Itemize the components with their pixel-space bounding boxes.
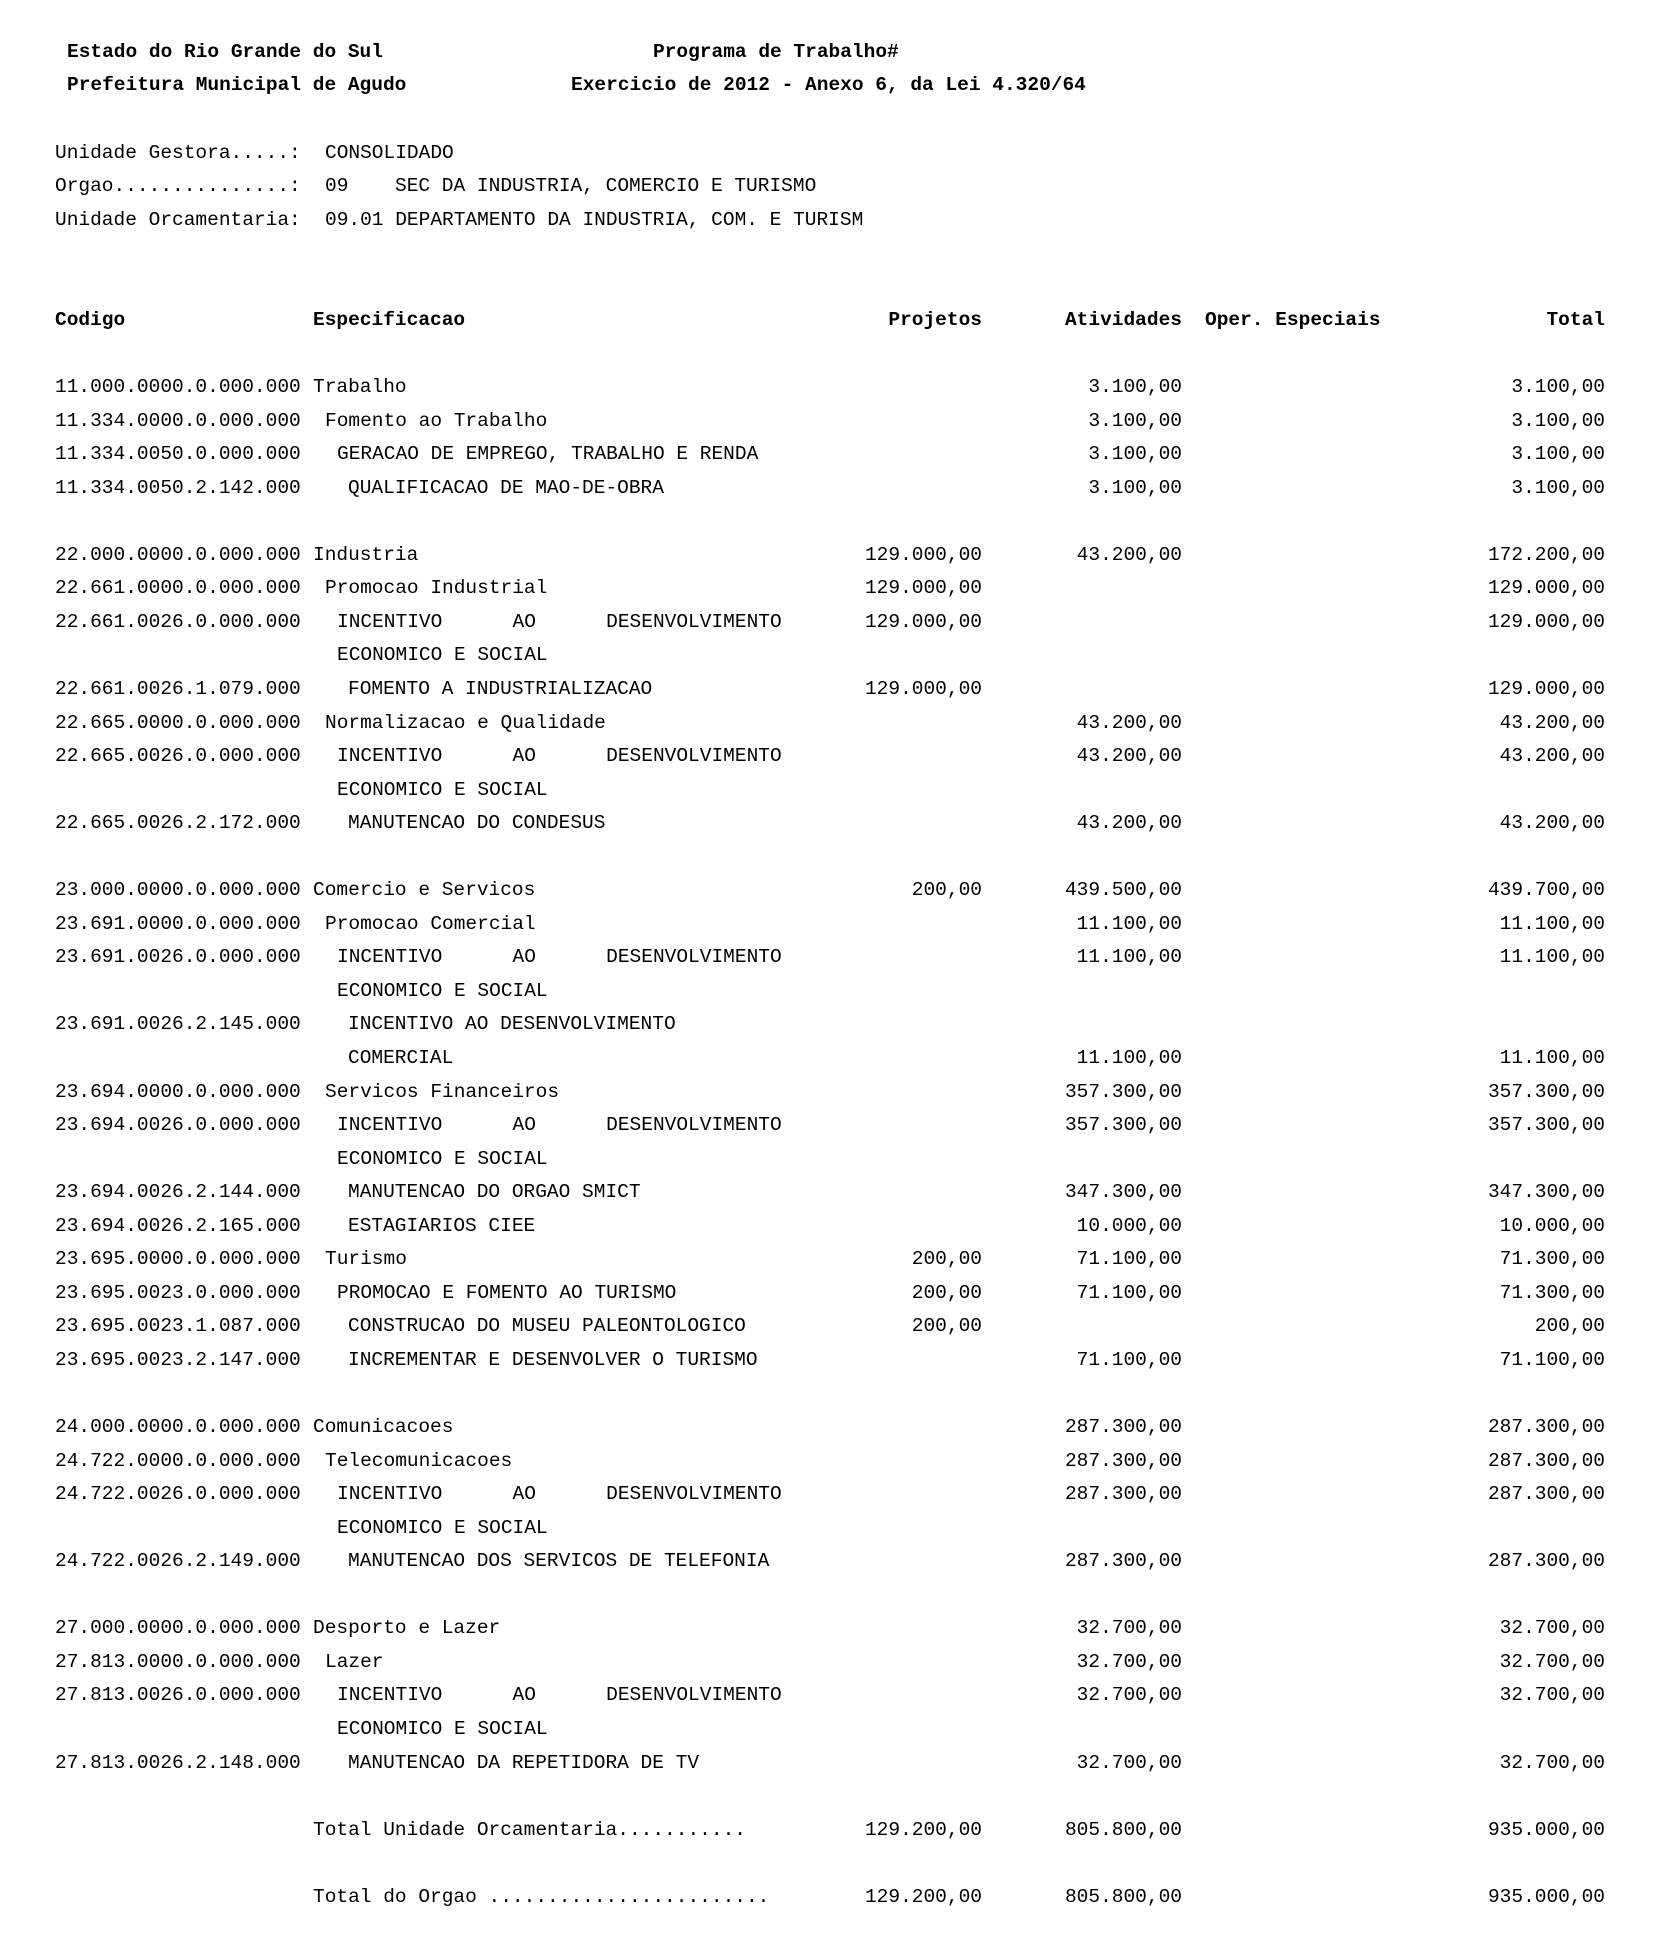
row-especificacao: MANUTENCAO DA REPETIDORA DE TV xyxy=(348,1752,700,1774)
row-especificacao: Desporto e Lazer xyxy=(313,1617,501,1639)
row-total: 43.200,00 xyxy=(1499,745,1605,767)
row-atividades: 43.200,00 xyxy=(1076,745,1182,767)
row-especificacao: MANUTENCAO DO CONDESUS xyxy=(348,812,606,834)
row-projetos: 129.000,00 xyxy=(864,678,982,700)
row-codigo: 24.722.0026.0.000.000 xyxy=(55,1483,301,1505)
row-atividades: 71.100,00 xyxy=(1076,1349,1182,1371)
row-codigo: 22.000.0000.0.000.000 xyxy=(55,544,301,566)
row-total: 71.300,00 xyxy=(1499,1282,1605,1304)
row-atividades: 287.300,00 xyxy=(1064,1450,1182,1472)
total-total: 935.000,00 xyxy=(1487,1819,1605,1841)
row-codigo: 11.000.0000.0.000.000 xyxy=(55,376,301,398)
orgao-name: SEC DA INDUSTRIA, COMERCIO E TURISMO xyxy=(395,175,817,197)
row-total: 129.000,00 xyxy=(1487,678,1605,700)
row-total: 172.200,00 xyxy=(1487,544,1605,566)
row-codigo: 23.694.0026.0.000.000 xyxy=(55,1114,301,1136)
row-codigo: 23.691.0000.0.000.000 xyxy=(55,913,301,935)
row-projetos: 200,00 xyxy=(911,1248,982,1270)
row-atividades: 71.100,00 xyxy=(1076,1282,1182,1304)
row-total: 71.100,00 xyxy=(1499,1349,1605,1371)
row-total: 11.100,00 xyxy=(1499,946,1605,968)
row-atividades: 11.100,00 xyxy=(1076,946,1182,968)
orgao-label: Orgao...............: xyxy=(55,175,301,197)
total-total: 935.000,00 xyxy=(1487,1886,1605,1908)
row-especificacao: INCENTIVO AO DESENVOLVIMENTO xyxy=(348,1013,676,1035)
row-especificacao: INCENTIVO AO DESENVOLVIMENTO xyxy=(337,1483,782,1505)
row-atividades: 11.100,00 xyxy=(1076,1047,1182,1069)
row-atividades: 32.700,00 xyxy=(1076,1684,1182,1706)
row-total: 287.300,00 xyxy=(1487,1483,1605,1505)
row-total: 3.100,00 xyxy=(1511,477,1605,499)
row-codigo: 23.694.0000.0.000.000 xyxy=(55,1081,301,1103)
row-total: 71.300,00 xyxy=(1499,1248,1605,1270)
row-codigo: 22.665.0026.2.172.000 xyxy=(55,812,301,834)
row-total: 43.200,00 xyxy=(1499,712,1605,734)
row-especificacao: Servicos Financeiros xyxy=(325,1081,560,1103)
row-especificacao: ECONOMICO E SOCIAL xyxy=(337,1718,548,1740)
row-codigo: 22.665.0026.0.000.000 xyxy=(55,745,301,767)
row-codigo: 23.000.0000.0.000.000 xyxy=(55,879,301,901)
row-total: 43.200,00 xyxy=(1499,812,1605,834)
row-codigo: 27.000.0000.0.000.000 xyxy=(55,1617,301,1639)
report-subtitle: Exercicio de 2012 - Anexo 6, da Lei 4.320/64 xyxy=(571,74,1086,96)
row-especificacao: Lazer xyxy=(325,1651,384,1673)
row-atividades: 32.700,00 xyxy=(1076,1617,1182,1639)
row-atividades: 287.300,00 xyxy=(1064,1416,1182,1438)
row-especificacao: QUALIFICACAO DE MAO-DE-OBRA xyxy=(348,477,664,499)
row-total: 32.700,00 xyxy=(1499,1752,1605,1774)
row-especificacao: Normalizacao e Qualidade xyxy=(325,712,606,734)
row-projetos: 129.000,00 xyxy=(864,611,982,633)
state-name: Estado do Rio Grande do Sul xyxy=(67,41,383,63)
row-especificacao: FOMENTO A INDUSTRIALIZACAO xyxy=(348,678,653,700)
row-especificacao: ECONOMICO E SOCIAL xyxy=(337,980,548,1002)
row-codigo: 11.334.0000.0.000.000 xyxy=(55,410,301,432)
row-projetos: 200,00 xyxy=(911,1315,982,1337)
row-total: 3.100,00 xyxy=(1511,410,1605,432)
row-total: 287.300,00 xyxy=(1487,1550,1605,1572)
row-total: 3.100,00 xyxy=(1511,376,1605,398)
row-atividades: 43.200,00 xyxy=(1076,544,1182,566)
row-atividades: 3.100,00 xyxy=(1088,443,1182,465)
row-atividades: 11.100,00 xyxy=(1076,913,1182,935)
row-especificacao: ESTAGIARIOS CIEE xyxy=(348,1215,536,1237)
row-atividades: 3.100,00 xyxy=(1088,477,1182,499)
row-total: 32.700,00 xyxy=(1499,1651,1605,1673)
column-header-oper-especiais: Oper. Especiais xyxy=(1205,309,1381,331)
row-codigo: 11.334.0050.2.142.000 xyxy=(55,477,301,499)
row-codigo: 22.665.0000.0.000.000 xyxy=(55,712,301,734)
row-atividades: 287.300,00 xyxy=(1064,1483,1182,1505)
row-total: 32.700,00 xyxy=(1499,1617,1605,1639)
row-atividades: 10.000,00 xyxy=(1076,1215,1182,1237)
row-total: 287.300,00 xyxy=(1487,1416,1605,1438)
column-header-especificacao: Especificacao xyxy=(313,309,466,331)
row-codigo: 23.695.0023.0.000.000 xyxy=(55,1282,301,1304)
row-total: 347.300,00 xyxy=(1487,1181,1605,1203)
row-codigo: 24.000.0000.0.000.000 xyxy=(55,1416,301,1438)
row-codigo: 23.691.0026.0.000.000 xyxy=(55,946,301,968)
row-projetos: 200,00 xyxy=(911,1282,982,1304)
row-atividades: 3.100,00 xyxy=(1088,376,1182,398)
row-total: 11.100,00 xyxy=(1499,1047,1605,1069)
row-total: 129.000,00 xyxy=(1487,611,1605,633)
row-especificacao: Comunicacoes xyxy=(313,1416,454,1438)
row-codigo: 22.661.0026.1.079.000 xyxy=(55,678,301,700)
orgao-code: 09 xyxy=(325,175,349,197)
row-atividades: 357.300,00 xyxy=(1064,1081,1182,1103)
row-projetos: 129.000,00 xyxy=(864,577,982,599)
row-codigo: 23.691.0026.2.145.000 xyxy=(55,1013,301,1035)
row-atividades: 357.300,00 xyxy=(1064,1114,1182,1136)
row-codigo: 27.813.0026.0.000.000 xyxy=(55,1684,301,1706)
row-especificacao: PROMOCAO E FOMENTO AO TURISMO xyxy=(337,1282,677,1304)
municipality-name: Prefeitura Municipal de Agudo xyxy=(67,74,407,96)
row-especificacao: Industria xyxy=(313,544,419,566)
row-especificacao: Telecomunicacoes xyxy=(325,1450,513,1472)
total-label: Total do Orgao ........................ xyxy=(313,1886,770,1908)
row-especificacao: Fomento ao Trabalho xyxy=(325,410,548,432)
row-codigo: 24.722.0026.2.149.000 xyxy=(55,1550,301,1572)
row-especificacao: MANUTENCAO DO ORGAO SMICT xyxy=(348,1181,641,1203)
row-codigo: 22.661.0026.0.000.000 xyxy=(55,611,301,633)
report-title: Programa de Trabalho# xyxy=(653,41,899,63)
row-total: 11.100,00 xyxy=(1499,913,1605,935)
row-especificacao: Trabalho xyxy=(313,376,407,398)
row-codigo: 23.695.0023.1.087.000 xyxy=(55,1315,301,1337)
row-total: 287.300,00 xyxy=(1487,1450,1605,1472)
total-label: Total Unidade Orcamentaria........... xyxy=(313,1819,746,1841)
column-header-codigo: Codigo xyxy=(55,309,126,331)
row-codigo: 27.813.0000.0.000.000 xyxy=(55,1651,301,1673)
unidade-orcamentaria-label: Unidade Orcamentaria: xyxy=(55,209,301,231)
row-projetos: 200,00 xyxy=(911,879,982,901)
row-codigo: 23.694.0026.2.165.000 xyxy=(55,1215,301,1237)
row-especificacao: ECONOMICO E SOCIAL xyxy=(337,644,548,666)
total-atividades: 805.800,00 xyxy=(1064,1886,1182,1908)
row-especificacao: COMERCIAL xyxy=(348,1047,454,1069)
row-especificacao: CONSTRUCAO DO MUSEU PALEONTOLOGICO xyxy=(348,1315,746,1337)
unidade-gestora-label: Unidade Gestora.....: xyxy=(55,142,301,164)
row-especificacao: Promocao Comercial xyxy=(325,913,536,935)
row-total: 32.700,00 xyxy=(1499,1684,1605,1706)
row-especificacao: Comercio e Servicos xyxy=(313,879,536,901)
row-codigo: 11.334.0050.0.000.000 xyxy=(55,443,301,465)
row-especificacao: INCENTIVO AO DESENVOLVIMENTO xyxy=(337,611,782,633)
row-especificacao: INCENTIVO AO DESENVOLVIMENTO xyxy=(337,1684,782,1706)
row-codigo: 23.695.0023.2.147.000 xyxy=(55,1349,301,1371)
row-atividades: 439.500,00 xyxy=(1064,879,1182,901)
row-especificacao: INCENTIVO AO DESENVOLVIMENTO xyxy=(337,946,782,968)
row-especificacao: INCENTIVO AO DESENVOLVIMENTO xyxy=(337,745,782,767)
row-atividades: 287.300,00 xyxy=(1064,1550,1182,1572)
column-header-projetos: Projetos xyxy=(888,309,982,331)
row-codigo: 24.722.0000.0.000.000 xyxy=(55,1450,301,1472)
row-total: 129.000,00 xyxy=(1487,577,1605,599)
row-atividades: 32.700,00 xyxy=(1076,1651,1182,1673)
row-especificacao: MANUTENCAO DOS SERVICOS DE TELEFONIA xyxy=(348,1550,770,1572)
row-especificacao: Turismo xyxy=(325,1248,407,1270)
unidade-gestora-value: CONSOLIDADO xyxy=(325,142,454,164)
row-especificacao: ECONOMICO E SOCIAL xyxy=(337,779,548,801)
row-codigo: 22.661.0000.0.000.000 xyxy=(55,577,301,599)
row-atividades: 3.100,00 xyxy=(1088,410,1182,432)
total-projetos: 129.200,00 xyxy=(864,1886,982,1908)
row-total: 357.300,00 xyxy=(1487,1081,1605,1103)
column-header-atividades: Atividades xyxy=(1064,309,1182,331)
row-atividades: 32.700,00 xyxy=(1076,1752,1182,1774)
row-especificacao: Promocao Industrial xyxy=(325,577,548,599)
row-especificacao: ECONOMICO E SOCIAL xyxy=(337,1148,548,1170)
unidade-orcamentaria-value: 09.01 DEPARTAMENTO DA INDUSTRIA, COM. E TURISM xyxy=(325,209,864,231)
row-total: 3.100,00 xyxy=(1511,443,1605,465)
row-total: 200,00 xyxy=(1534,1315,1605,1337)
row-codigo: 27.813.0026.2.148.000 xyxy=(55,1752,301,1774)
row-total: 439.700,00 xyxy=(1487,879,1605,901)
row-especificacao: INCENTIVO AO DESENVOLVIMENTO xyxy=(337,1114,782,1136)
row-total: 357.300,00 xyxy=(1487,1114,1605,1136)
row-atividades: 71.100,00 xyxy=(1076,1248,1182,1270)
row-codigo: 23.694.0026.2.144.000 xyxy=(55,1181,301,1203)
total-projetos: 129.200,00 xyxy=(864,1819,982,1841)
row-especificacao: INCREMENTAR E DESENVOLVER O TURISMO xyxy=(348,1349,758,1371)
row-atividades: 43.200,00 xyxy=(1076,812,1182,834)
row-atividades: 43.200,00 xyxy=(1076,712,1182,734)
row-atividades: 347.300,00 xyxy=(1064,1181,1182,1203)
row-especificacao: GERACAO DE EMPREGO, TRABALHO E RENDA xyxy=(337,443,759,465)
row-projetos: 129.000,00 xyxy=(864,544,982,566)
row-total: 10.000,00 xyxy=(1499,1215,1605,1237)
total-atividades: 805.800,00 xyxy=(1064,1819,1182,1841)
column-header-total: Total xyxy=(1546,309,1605,331)
row-codigo: 23.695.0000.0.000.000 xyxy=(55,1248,301,1270)
row-especificacao: ECONOMICO E SOCIAL xyxy=(337,1517,548,1539)
